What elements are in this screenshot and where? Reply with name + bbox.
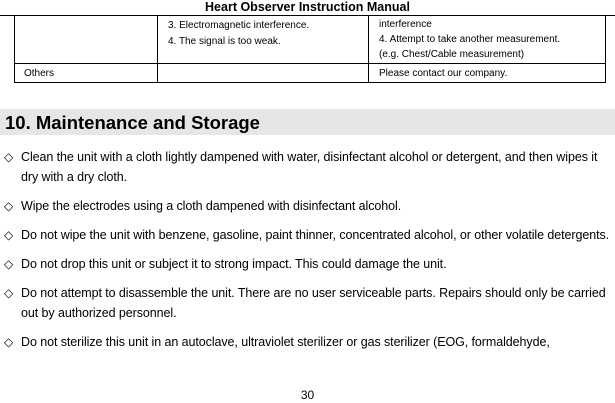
maintenance-list <box>0 147 615 361</box>
problem-text: Others <box>24 68 55 79</box>
solution-cell <box>369 64 606 83</box>
table-row <box>15 64 606 83</box>
solution-line: 4. Attempt to take another measurement. <box>379 34 561 45</box>
list-item-text: Do not sterilize this unit in an autoclave, ultraviolet sterilizer or gas sterilizer (EOG, formaldehyde, <box>21 335 550 349</box>
list-item-text: Do not drop this unit or subject it to strong impact. This could damage the unit. <box>21 257 447 271</box>
problem-cell <box>15 16 158 64</box>
list-item-text: Wipe the electrodes using a cloth dampened with disinfectant alcohol. <box>21 199 402 213</box>
diamond-outline-icon: ◇ <box>4 199 14 213</box>
table-row <box>15 16 606 64</box>
cause-cell <box>158 64 369 83</box>
diamond-outline-icon: ◇ <box>4 257 14 271</box>
troubleshooting-table <box>14 15 606 83</box>
diamond-outline-icon: ◇ <box>4 286 14 300</box>
document-header-title: Heart Observer Instruction Manual <box>205 0 410 14</box>
list-item <box>0 254 615 274</box>
section-heading: 10. Maintenance and Storage <box>5 112 260 133</box>
diamond-outline-icon: ◇ <box>4 150 14 164</box>
solution-line: interference <box>379 19 432 30</box>
list-item <box>0 147 615 187</box>
page-number: 30 <box>300 388 315 402</box>
list-item-text: Clean the unit with a cloth lightly dampened with water, disinfectant alcohol or detergent, and then wipes it dry with a dry cloth. <box>21 150 598 184</box>
list-item-text: Do not attempt to disassemble the unit. There are no user serviceable parts. Repairs should only be carried out by authorized personnel. <box>21 286 606 320</box>
list-item <box>0 332 615 352</box>
diamond-outline-icon: ◇ <box>4 335 14 349</box>
list-item <box>0 196 615 216</box>
cause-line: 3. Electromagnetic interference. <box>168 20 310 31</box>
solution-line: Please contact our company. <box>379 68 508 79</box>
cause-line: 4. The signal is too weak. <box>168 36 281 47</box>
diamond-outline-icon: ◇ <box>4 228 14 242</box>
solution-line: (e.g. Chest/Cable measurement) <box>379 49 525 60</box>
list-item <box>0 225 615 245</box>
list-item-text: Do not wipe the unit with benzene, gasoline, paint thinner, concentrated alcohol, or other volatile detergents. <box>21 228 610 242</box>
cause-cell <box>158 16 369 64</box>
solution-cell <box>369 16 606 64</box>
problem-cell <box>15 64 158 83</box>
list-item <box>0 283 615 323</box>
